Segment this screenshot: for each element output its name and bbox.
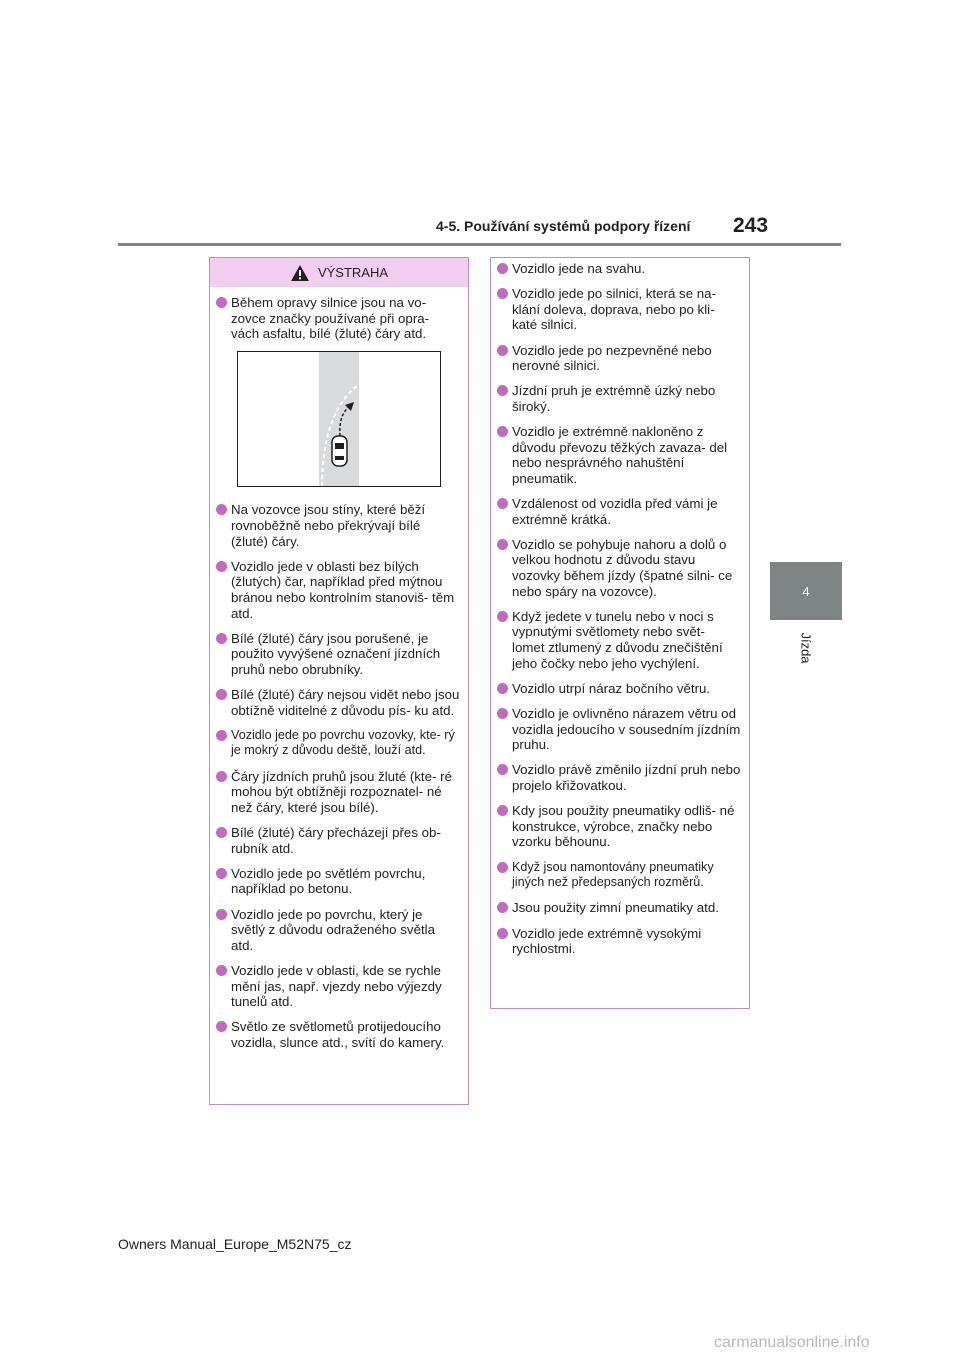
chapter-tab[interactable] <box>770 562 842 620</box>
list-item: Vozidlo jede v oblasti, kde se rychle mění jas, např. vjezdy nebo výjezdy tunelů atd. <box>215 963 460 1010</box>
list-item: Bílé (žluté) čáry jsou porušené, je použito vyvýšené označení jízdních pruhů nebo obrubníky. <box>215 631 460 678</box>
bullet-icon <box>216 827 227 838</box>
bullet-icon <box>216 909 227 920</box>
list-item: Bílé (žluté) čáry nejsou vidět nebo jsou obtížně viditelné z důvodu pís- ku atd. <box>215 687 460 718</box>
bullet-icon <box>216 297 227 308</box>
bullet-icon <box>497 426 508 437</box>
list-item: Vozidlo jede v oblasti bez bílých (žlutých) čar, například před mýtnou bránou nebo kontrolním stanoviš- těm atd. <box>215 559 460 621</box>
warning-box-right <box>490 257 750 1009</box>
list-item: Vozidlo je extrémně nakloněno z důvodu převozu těžkých zavaza- del nebo nesprávného nahuštění pneumatik. <box>496 424 741 486</box>
list-item: Vozidlo jede na svahu. <box>496 261 741 277</box>
bullet-icon <box>497 928 508 939</box>
list-item: Když jedete v tunelu nebo v noci s vypnutými světlomety nebo svět- lomet ztlumený z důvodu znečištění jeho čočky nebo jeho vychýlení. <box>496 609 741 671</box>
right-list <box>491 258 749 957</box>
bullet-icon <box>497 345 508 356</box>
list-item: Během opravy silnice jsou na vo- zovce značky používané při opra- vách asfaltu, bílé (žluté) čáry atd. <box>215 295 460 342</box>
list-item: Vozidlo právě změnilo jízdní pruh nebo projelo křižovatkou. <box>496 762 741 793</box>
list-item: Bílé (žluté) čáry přecházejí přes ob- rubník atd. <box>215 825 460 856</box>
bullet-icon <box>497 611 508 622</box>
chapter-label <box>770 628 842 668</box>
section-title: 4-5. Používání systémů podpory řízení <box>436 218 691 234</box>
bullet-icon <box>216 689 227 700</box>
left-list <box>210 287 468 342</box>
bullet-icon <box>497 708 508 719</box>
footer-text: Owners Manual_Europe_M52N75_cz <box>118 1236 352 1252</box>
bullet-icon <box>216 633 227 644</box>
bullet-icon <box>497 862 508 873</box>
lane-change-illustration <box>238 352 440 486</box>
car-icon <box>332 436 347 466</box>
list-item: Vozidlo jede po povrchu vozovky, kte- rý je mokrý z důvodu deště, louží atd. <box>215 728 460 759</box>
list-item: Vozidlo jede po silnici, která se na- klání doleva, doprava, nebo po kli- katé silnici. <box>496 286 741 333</box>
list-item: Jízdní pruh je extrémně úzký nebo široký. <box>496 383 741 414</box>
list-item: Když jsou namontovány pneumatiky jiných než předepsaných rozměrů. <box>496 860 741 891</box>
list-item: Vozidlo se pohybuje nahoru a dolů o velkou hodnotu z důvodu stavu vozovky během jízdy (špatné silni- ce nebo spáry na vozovce). <box>496 537 741 599</box>
list-item: Vozidlo jede po povrchu, který je světlý z důvodu odraženého světla atd. <box>215 907 460 954</box>
chapter-number: 4 <box>802 583 810 599</box>
bullet-icon <box>497 498 508 509</box>
bullet-icon <box>216 868 227 879</box>
bullet-icon <box>497 902 508 913</box>
list-item: Kdy jsou použity pneumatiky odliš- né konstrukce, výrobce, značky nebo vzorku běhounu. <box>496 803 741 850</box>
list-item: Na vozovce jsou stíny, které běží rovnoběžně nebo překrývají bílé (žluté) čáry. <box>215 502 460 549</box>
list-item: Vozidlo jede po nezpevněné nebo nerovné silnici. <box>496 343 741 374</box>
bullet-icon <box>497 263 508 274</box>
header-rule <box>118 243 841 246</box>
bullet-icon <box>497 764 508 775</box>
bullet-icon <box>216 730 227 741</box>
list-item: Vozidlo jede extrémně vysokými rychlostmi. <box>496 926 741 957</box>
bullet-icon <box>497 539 508 550</box>
list-item: Světlo ze světlometů protijedoucího vozidla, slunce atd., svítí do kamery. <box>215 1019 460 1050</box>
left-list-continued <box>210 502 468 1050</box>
bullet-icon <box>497 288 508 299</box>
warning-header <box>210 258 468 287</box>
warning-triangle-icon <box>290 264 310 282</box>
list-item: Jsou použity zimní pneumatiky atd. <box>496 900 741 916</box>
bullet-icon <box>216 1021 227 1032</box>
bullet-icon <box>216 771 227 782</box>
list-item: Vzdálenost od vozidla před vámi je extrémně krátká. <box>496 496 741 527</box>
list-item: Čáry jízdních pruhů jsou žluté (kte- ré mohou být obtížněji rozpoznatel- né než čáry, které jsou bílé). <box>215 769 460 816</box>
bullet-icon <box>216 561 227 572</box>
list-item: Vozidlo jede po světlém povrchu, například po betonu. <box>215 866 460 897</box>
list-item: Vozidlo je ovlivněno nárazem větru od vozidla jedoucího v sousedním jízdním pruhu. <box>496 706 741 753</box>
warning-box-left <box>209 257 469 1105</box>
bullet-icon <box>497 805 508 816</box>
bullet-icon <box>216 965 227 976</box>
list-item: Vozidlo utrpí náraz bočního větru. <box>496 681 741 697</box>
bullet-icon <box>497 385 508 396</box>
watermark: carmanualsonline.info <box>714 1334 870 1351</box>
warning-title: VÝSTRAHA <box>317 265 389 280</box>
page-number: 243 <box>733 214 769 237</box>
chapter-title: Jízda <box>798 632 814 664</box>
bullet-icon <box>497 683 508 694</box>
lane-illustration <box>237 351 441 487</box>
bullet-icon <box>216 504 227 515</box>
